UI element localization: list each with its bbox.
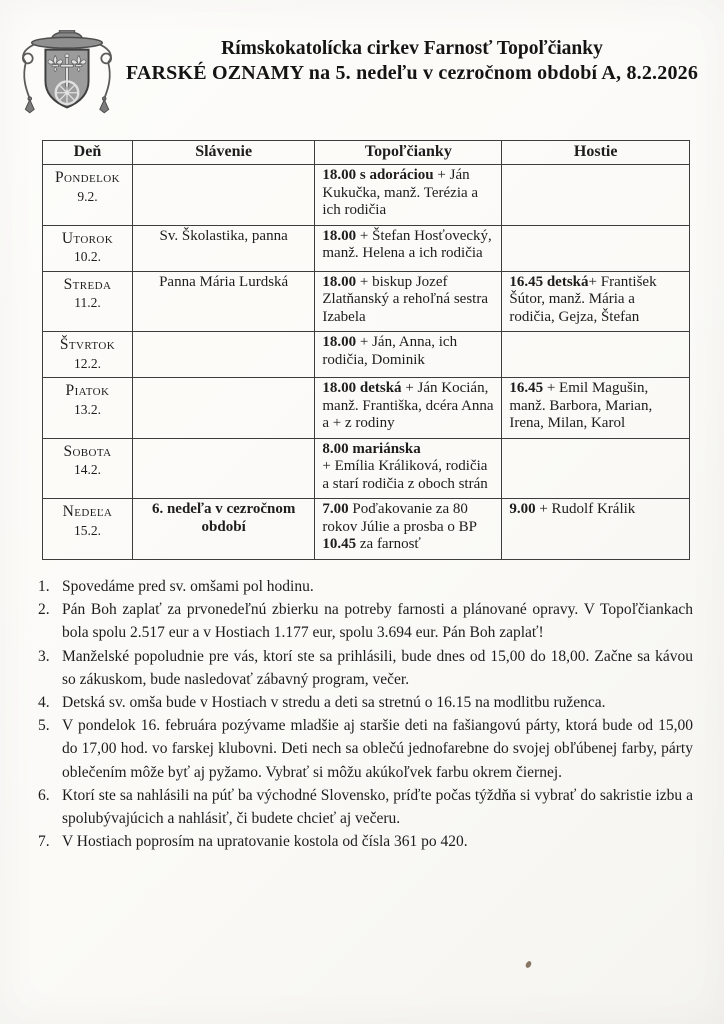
intention-text: Poďakovanie za 80 rokov Júlie a prosba o BP (322, 501, 477, 535)
schedule-row (43, 499, 690, 560)
time-or-emphasis-text: 9.00 (509, 501, 536, 517)
time-or-emphasis-text: 10.45 (322, 536, 357, 552)
day-date: 15.2. (73, 522, 101, 538)
topolcianky-cell (315, 438, 502, 499)
time-or-emphasis-text: 18.00 s adoráciou (322, 167, 434, 183)
column-header-topolcianky: Topoľčianky (315, 141, 502, 165)
topolcianky-cell (315, 271, 502, 332)
schedule-row (43, 225, 690, 271)
announcement-text: Ktorí ste sa nahlásili na púť ba východné Slovensko, príďte počas týždňa si vybrať do sakristie izbu a spolubývajúcich a nahlásiť, či budete chcieť aj večeru. (62, 786, 693, 828)
day-cell (43, 378, 133, 439)
intention-text: + Emília Králiková, rodičia a starí rodičia z oboch strán (322, 458, 488, 492)
announcement-item (36, 830, 693, 853)
day-name: Sobota (63, 442, 112, 460)
announcement-number: 5. (38, 717, 50, 735)
diocesan-coat-of-arms-logo (16, 30, 118, 128)
announcement-item (36, 691, 693, 714)
announcement-text: V Hostiach poprosím na upratovanie kostola od čísla 361 po 420. (62, 833, 468, 851)
feast-cell (132, 378, 314, 439)
topolcianky-cell (315, 499, 502, 560)
intention-text: Sv. Školastika, panna (159, 227, 288, 244)
day-cell (43, 271, 133, 332)
day-name: Piatok (65, 382, 110, 399)
time-or-emphasis-text: 16.45 (509, 380, 544, 396)
announcements-list (36, 575, 693, 853)
topolcianky-cell (315, 332, 502, 378)
day-cell (43, 165, 133, 226)
announcement-number: 1. (38, 578, 50, 595)
time-or-emphasis-text: 18.00 (322, 334, 357, 350)
day-name: Utorok (61, 229, 114, 247)
day-date: 12.2. (73, 355, 101, 371)
schedule-row (43, 378, 690, 439)
feast-cell (132, 165, 314, 226)
announcement-number: 7. (38, 833, 50, 851)
intention-text: + Rudolf Králik (535, 501, 636, 517)
intention-text: + Štefan Hosťovecký, manž. Helena a ich rodičia (322, 227, 492, 261)
hostie-cell (502, 225, 690, 271)
announcement-item (36, 784, 693, 830)
hostie-cell (502, 499, 690, 560)
day-name: Streda (63, 275, 112, 293)
day-cell (43, 499, 133, 560)
announcement-text: V pondelok 16. februára pozývame mladšie aj staršie deti na fašiangovú párty, ktorá bude od 15,00 do 17,00 hod. vo farskej klubovni. Deti nech sa oblečú jednofarebne do svojej obľúbenej farby, párty oblečením môže byť aj pyžamo. Vybrať si môžu akúkoľvek farbu okrem čiernej. (62, 717, 693, 781)
day-name: Nedeľa (62, 503, 113, 520)
intention-text: + Ján Kocián, manž. Františka, dcéra Anna a + z rodiny (322, 380, 494, 431)
bulletin-title: FARSKÉ OZNAMY na 5. nedeľu v cezročnom období A, 8.2.2026 (125, 62, 699, 84)
topolcianky-cell (315, 165, 502, 226)
topolcianky-cell (315, 225, 502, 271)
announcement-text: Spovedáme pred sv. omšami pol hodinu. (62, 578, 314, 595)
time-or-emphasis-text: 7.00 (322, 501, 349, 517)
day-date: 10.2. (73, 249, 101, 264)
announcement-text: Manželské popoludnie pre vás, ktorí ste sa prihlásili, bude dnes od 15,00 do 18,00. Začne sa kávou so zákuskom, bude nasledovať zábavný program, večer. (62, 647, 693, 688)
day-name: Pondelok (54, 169, 120, 186)
table-header-row (43, 141, 690, 165)
announcement-number: 4. (38, 694, 50, 712)
feast-cell (132, 438, 314, 499)
feast-cell (132, 499, 314, 560)
schedule-row (43, 271, 690, 332)
day-date: 11.2. (74, 295, 101, 310)
column-header-hostie: Hostie (502, 141, 690, 165)
day-date: 13.2. (73, 401, 101, 417)
announcement-item (36, 714, 693, 784)
time-or-emphasis-text: 18.00 detská (322, 380, 402, 396)
announcement-item (36, 645, 693, 691)
schedule-row (43, 165, 690, 226)
feast-cell (132, 332, 314, 378)
time-or-emphasis-text: 18.00 (322, 227, 357, 244)
time-or-emphasis-text: 8.00 mariánska (322, 440, 421, 457)
day-cell (43, 225, 133, 271)
mass-schedule-table (42, 140, 690, 560)
feast-cell (132, 271, 314, 332)
hostie-cell (502, 332, 690, 378)
intention-text: Panna Mária Lurdská (159, 273, 289, 290)
schedule-table-body (43, 165, 690, 560)
hostie-cell (502, 165, 690, 226)
schedule-row (43, 438, 690, 499)
intention-text: + František Šútor, manž. Mária a rodičia, Gejza, Štefan (509, 273, 657, 325)
feast-cell (132, 225, 314, 271)
parish-title: Rímskokatolícka cirkev Farnosť Topoľčianky (221, 38, 603, 59)
column-header-feast: Slávenie (132, 141, 314, 165)
day-cell (43, 332, 133, 378)
announcement-text: Detská sv. omša bude v Hostiach v stredu a deti sa stretnú o 16.15 na modlitbu ruženca. (62, 694, 606, 712)
hostie-cell (502, 378, 690, 439)
column-header-day: Deň (43, 141, 133, 165)
bishop-hat-icon (32, 30, 103, 48)
day-date: 14.2. (73, 462, 101, 477)
intention-text: + Ján Kukučka, manž. Terézia a ich rodičia (322, 167, 479, 218)
announcement-item (36, 575, 693, 598)
time-or-emphasis-text: 16.45 detská (509, 273, 589, 290)
intention-text: + biskup Jozef Zlatňanský a rehoľná sestra Izabela (322, 273, 488, 325)
day-cell (43, 438, 133, 499)
document-header (112, 36, 712, 86)
wheel-icon (56, 81, 79, 104)
scan-artifact-speck (525, 960, 532, 968)
announcement-number: 3. (38, 647, 50, 665)
announcement-number: 6. (38, 786, 50, 804)
hostie-cell (502, 438, 690, 499)
intention-text: za farnosť (356, 536, 421, 552)
day-name: Štvrtok (59, 336, 116, 353)
intention-text: + Emil Magušin, manž. Barbora, Marian, Irena, Milan, Karol (509, 380, 653, 431)
time-or-emphasis-text: 6. nedeľa v cezročnom období (151, 501, 296, 535)
time-or-emphasis-text: 18.00 (322, 273, 357, 290)
announcement-text: Pán Boh zaplať za prvonedeľnú zbierku na potreby farnosti a plánované opravy. V Topoľčiankach bola spolu 2.517 eur a v Hostiach 1.177 eur, spolu 3.694 eur. Pán Boh zaplať! (62, 601, 693, 642)
intention-text: + Ján, Anna, ich rodičia, Dominik (322, 334, 458, 368)
announcement-item (36, 598, 693, 644)
day-date: 9.2. (77, 188, 98, 204)
schedule-row (43, 332, 690, 378)
topolcianky-cell (315, 378, 502, 439)
announcement-number: 2. (38, 601, 50, 619)
hostie-cell (502, 271, 690, 332)
